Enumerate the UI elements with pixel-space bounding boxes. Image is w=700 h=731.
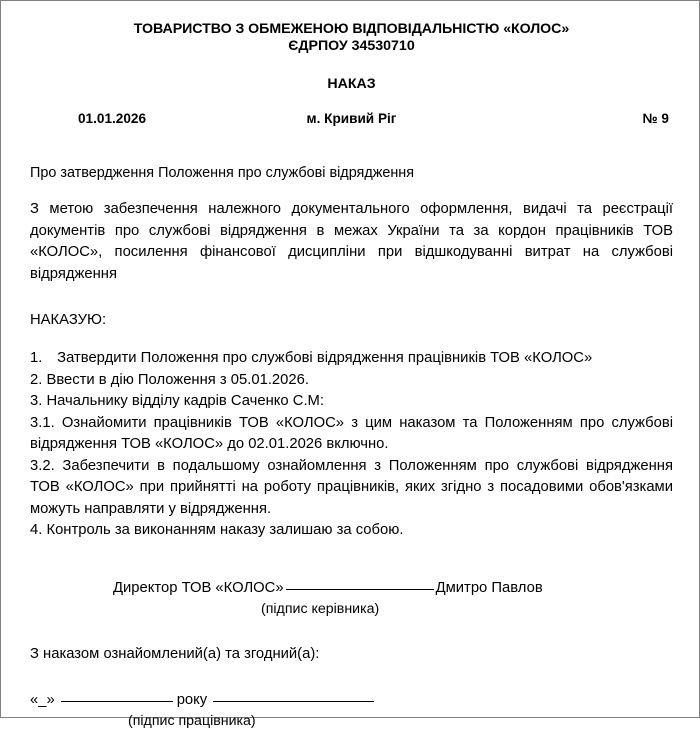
document-subject: Про затвердження Положення про службові відрядження — [30, 165, 415, 181]
document-city: м. Кривий Ріг — [306, 111, 397, 126]
clause-item-3-1: 3.1. Ознайомити працівників ТОВ «КОЛОС» з цим наказом та Положенням про службові відрядження ТОВ «КОЛОС» до 02.01.2026 включно. — [30, 414, 673, 452]
employee-date-day[interactable]: «_» — [30, 691, 55, 708]
employee-signature-caption: (підпис працівника) — [128, 712, 256, 729]
employee-signature-rule[interactable] — [213, 700, 374, 702]
document-kind-heading: НАКАЗ — [327, 76, 376, 92]
document-number: № 9 — [642, 111, 669, 126]
document-preamble: З метою забезпечення належного документального оформлення, видачі та реєстрації документів про службові відрядження в межах України та за кордон працівників ТОВ «КОЛОС», посилення фінансової дисципліни при відшкодуванні витрат на службові відрядження — [30, 201, 673, 282]
director-signature-rule[interactable] — [286, 588, 434, 590]
director-signature-caption: (підпис керівника) — [261, 600, 380, 617]
order-keyword: НАКАЗУЮ: — [30, 312, 107, 328]
director-title: Директор ТОВ «КОЛОС» — [113, 579, 284, 596]
director-signature-line — [30, 578, 673, 599]
clause-item-4: 4. Контроль за виконанням наказу залишаю за собою. — [30, 522, 404, 538]
director-name: Дмитро Павлов — [435, 579, 543, 596]
acknowledgement-text: З наказом ознайомлений(а) та згодний(а): — [30, 645, 320, 662]
employee-month-rule[interactable] — [61, 700, 173, 702]
organization-registration-code: ЄДРПОУ 34530710 — [288, 38, 415, 54]
employee-date-signature-line — [30, 690, 673, 711]
clause-item-2: 2. Ввести в дію Положення з 05.01.2026. — [30, 371, 309, 388]
document-meta-row — [30, 109, 673, 128]
clause-item-3: 3. Начальнику відділу кадрів Саченко С.М: — [30, 393, 324, 409]
organization-title: ТОВАРИСТВО З ОБМЕЖЕНОЮ ВІДПОВІДАЛЬНІСТЮ «КОЛОС» — [133, 21, 570, 37]
employee-year-label: року — [176, 691, 208, 708]
clause-item-1: 1. Затвердити Положення про службові відрядження працівників ТОВ «КОЛОС» — [30, 350, 593, 366]
document-date: 01.01.2026 — [78, 111, 147, 126]
document-body — [30, 1, 673, 731]
clause-item-3-2: 3.2. Забезпечити в подальшому ознайомлення з Положенням про службові відрядження ТОВ «КОЛОС» при прийнятті на роботу працівників, яких згідно з посадовими обов'язками можуть направляти у відрядження. — [30, 457, 673, 517]
